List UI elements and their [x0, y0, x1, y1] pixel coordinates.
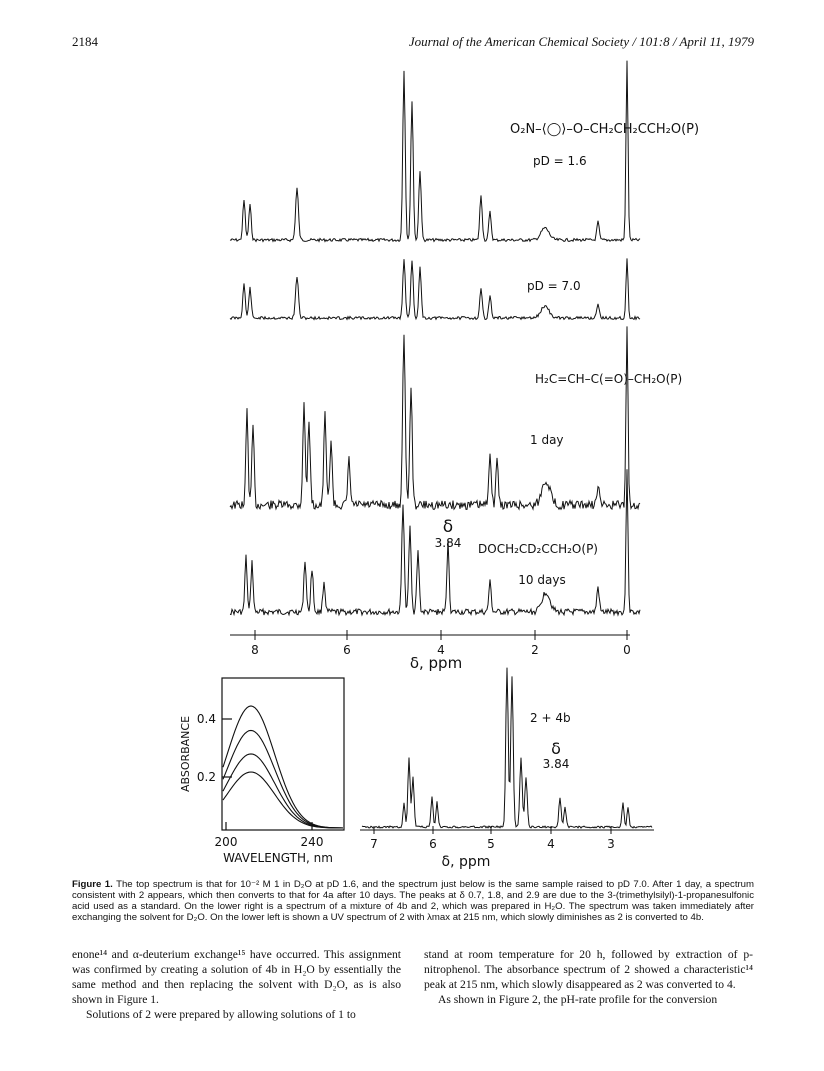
- uv-inset-frame: [222, 678, 344, 830]
- stack-x-label: δ, ppm: [409, 654, 463, 672]
- uv-y-label: ABSORBANCE: [179, 715, 192, 793]
- label-1-day: 1 day: [530, 433, 564, 447]
- body-paragraph: Solutions of 2 were prepared by allowing solutions of 1 to: [86, 1008, 356, 1021]
- label-10-days: 10 days: [518, 573, 566, 587]
- body-paragraph: As shown in Figure 2, the pH-rate profile for the conversion: [438, 993, 718, 1006]
- uv-x-tick-200: 200: [214, 835, 238, 849]
- uv-curves: [223, 706, 343, 828]
- body-column-right: [424, 947, 753, 1007]
- running-head: Journal of the American Chemical Society / 101:8 / April 11, 1979: [408, 34, 754, 49]
- inset-tick-4: 4: [547, 837, 555, 851]
- inset-x-label: δ, ppm: [441, 854, 491, 870]
- stack-tick-4: 4: [437, 643, 445, 657]
- delta-value-stack: 3.84: [434, 536, 462, 550]
- spectrum-2-plus-4b: [362, 668, 652, 828]
- label-pD-1-6: pD = 1.6: [533, 154, 587, 168]
- inset-tick-3: 3: [607, 837, 615, 851]
- delta-symbol-inset: δ: [551, 739, 561, 758]
- inset-tick-6: 6: [429, 837, 437, 851]
- uv-absorbance-curve: [223, 754, 343, 828]
- structure-2: H₂C=CH–C(=O)–CH₂O(P): [535, 372, 683, 386]
- stack-tick-2: 2: [531, 643, 539, 657]
- stack-tick-8: 8: [251, 643, 259, 657]
- spectrum-pD-1-6: [230, 61, 640, 242]
- caption-lead: Figure 1.: [72, 879, 113, 890]
- uv-y-tick-0-2: 0.2: [196, 770, 216, 784]
- nmr-stack: [230, 61, 640, 615]
- stack-tick-6: 6: [343, 643, 351, 657]
- inset-tick-7: 7: [370, 837, 378, 851]
- uv-absorbance-curve: [223, 706, 343, 828]
- structure-3: DOCH₂CD₂CCH₂O(P): [478, 542, 598, 556]
- body-paragraph: enone¹⁴ and α-deuterium exchange¹⁵ have occurred. This assignment was confirmed by creating a solution of 4b in H₂O by essentially the same method and then replacing the solvent with D₂O, as is also shown in Figure 1.: [72, 948, 401, 1006]
- body-paragraph: stand at room temperature for 20 h, followed by extraction of p-nitrophenol. The absorbance spectrum of 2 showed a characteristic¹⁴ peak at 215 nm, which slowly disappeared as 2 was converted to 4.: [424, 948, 753, 991]
- uv-x-tick-240: 240: [300, 835, 324, 849]
- inset-tick-5: 5: [487, 837, 495, 851]
- page-number: 2184: [72, 34, 98, 49]
- uv-y-tick-0-4: 0.4: [196, 712, 216, 726]
- caption-text: The top spectrum is that for 10⁻² M 1 in D₂O at pD 1.6, and the spectrum just below is the same sample raised to pD 7.0. After 1 day, a spectrum consistent with 2 appears, which then converts to that for 4a after 10 days. The peaks at δ 0.7, 1.8, and 2.9 are due to the 3-(trimethylsilyl)-1-propanesulfonic acid used as a standard. On the lower right is a spectrum of a mixture of 4b and 2, which was prepared in H₂O. The spectrum was taken immediately after exchanging the solvent for D₂O. On the lower left is shown a UV spectrum of 2 with λmax at 215 nm, which slowly diminishes as 2 is converted to 4b.: [72, 879, 755, 923]
- stack-tick-0: 0: [623, 643, 631, 657]
- inset-label: 2 + 4b: [530, 711, 571, 725]
- uv-x-label: WAVELENGTH, nm: [223, 851, 333, 865]
- nmr-inset: [362, 668, 652, 828]
- spectrum-1-day: [230, 326, 640, 509]
- delta-symbol-stack: δ: [442, 517, 454, 537]
- figure-caption: [72, 879, 754, 923]
- nmr-stack-axis: [230, 630, 630, 640]
- delta-value-inset: 3.84: [542, 757, 570, 771]
- body-column-left: [72, 947, 401, 1022]
- structure-1: O₂N–⟨◯⟩–O–CH₂CH₂CCH₂O(P): [510, 122, 700, 137]
- label-pD-7-0: pD = 7.0: [527, 279, 581, 293]
